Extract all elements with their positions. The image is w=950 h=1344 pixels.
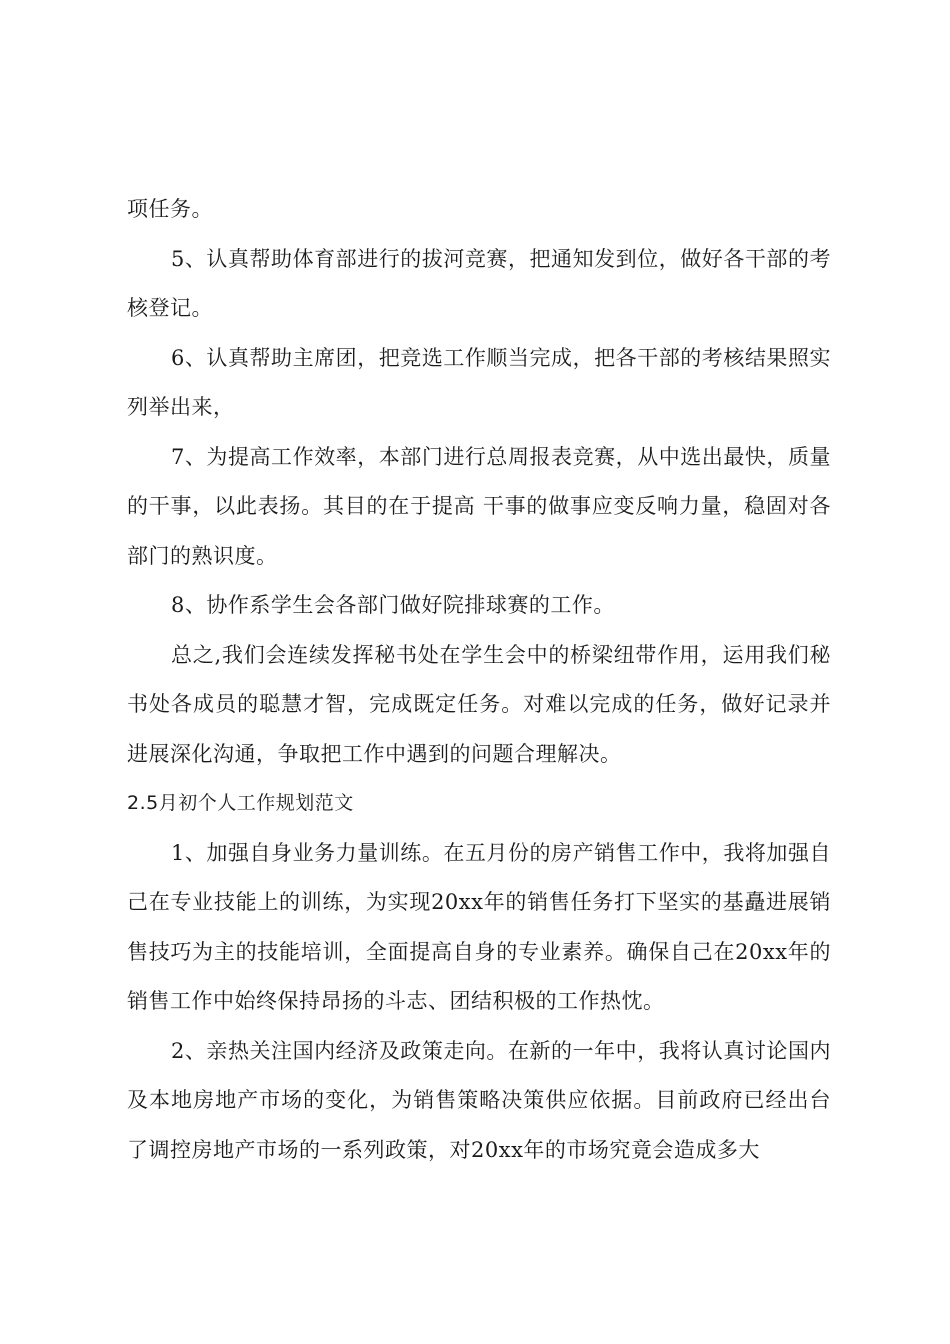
paragraph-continuation: 项任务。 [127,197,213,221]
paragraph-plan-2: 2、亲热关注国内经济及政策走向。在新的一年中，我将认真讨论国内及本地房地产市场的变化，为销售策略决策供应依据。目前政府已经出台了调控房地产市场的一系列政策，对20xx年的市场究竟会造成多大 [127,1038,831,1162]
paragraph-item-5: 5、认真帮助体育部进行的拔河竞赛，把通知发到位，做好各干部的考核登记。 [127,246,831,320]
paragraph-item-6: 6、认真帮助主席团，把竞选工作顺当完成，把各干部的考核结果照实列举出来， [127,345,831,419]
paragraph-summary: 总之,我们会连续发挥秘书处在学生会中的桥梁纽带作用，运用我们秘书处各成员的聪慧才智，完成既定任务。对难以完成的任务，做好记录并进展深化沟通，争取把工作中遇到的问题合理解决。 [127,642,831,766]
paragraph-item-7: 7、为提高工作效率，本部门进行总周报表竞赛，从中选出最快，质量的干事，以此表扬。其目的在于提高 干事的做事应变反响力量，稳固对各部门的熟识度。 [127,444,831,568]
section-heading: 2.5月初个人工作规划范文 [127,792,354,814]
paragraph-item-8: 8、协作系学生会各部门做好院排球赛的工作。 [171,593,615,617]
paragraph-plan-1: 1、加强自身业务力量训练。在五月份的房产销售工作中，我将加强自己在专业技能上的训练，为实现20xx年的销售任务打下坚实的基矗进展销售技巧为主的技能培训，全面提高自身的专业素养。确保自己在20xx年的销售工作中始终保持昂扬的斗志、团结积极的工作热忱。 [127,840,831,1013]
document-body [127,185,831,1175]
